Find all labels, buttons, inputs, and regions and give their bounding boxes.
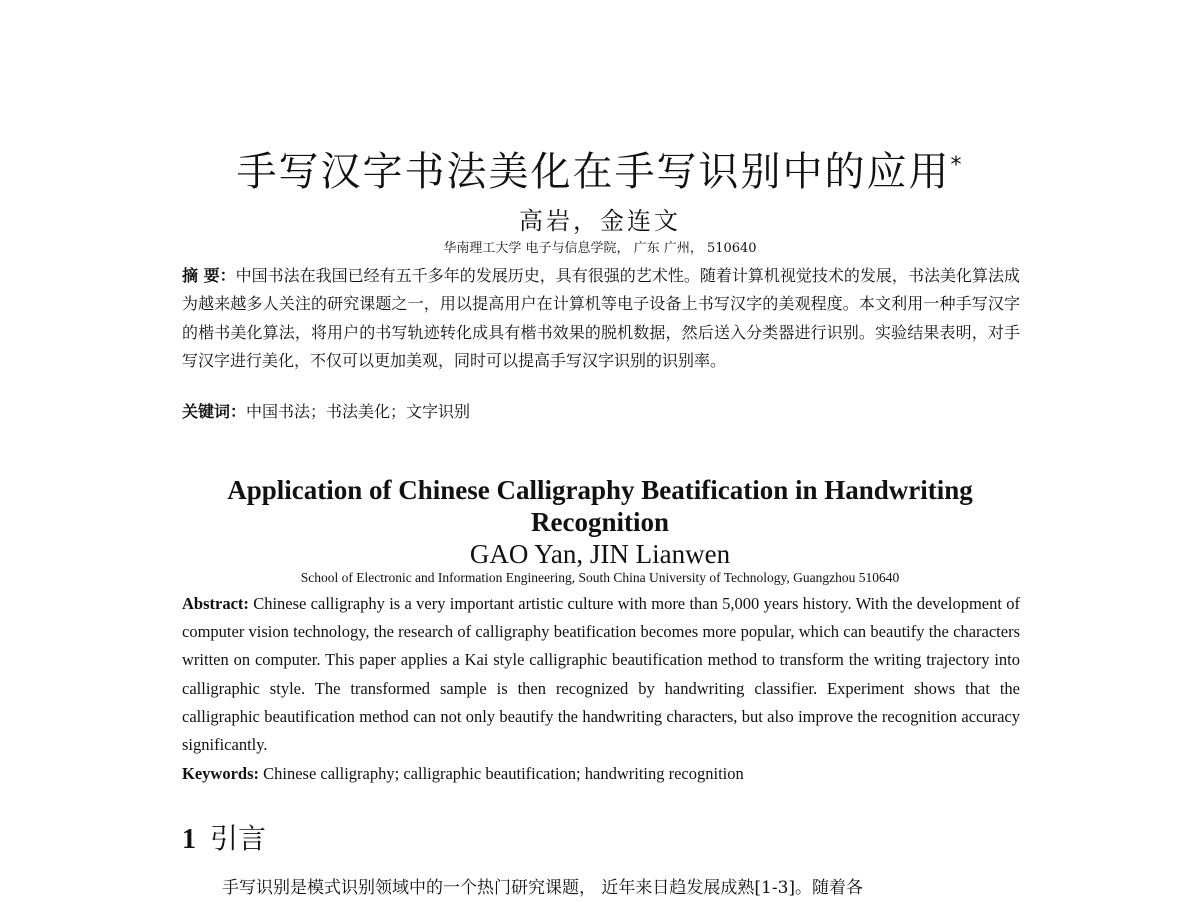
english-abstract-text: Chinese calligraphy is a very important artistic culture with more than 5,000 years history. With the development of computer vision technology, the research of calligraphy beatification becomes more popular, which can beautify the characters written on computer. This paper applies a Kai style calligraphic beautification method to transform the writing trajectory into calligraphic style. The transformed sample is then recognized by handwriting classifier. Experiment shows that the calligraphic beautification method can not only beautify the handwriting characters, but also improve the recognition accuracy significantly. [182, 594, 1021, 755]
section-heading [182, 820, 266, 859]
chinese-affiliation: 华南理工大学 电子与信息学院， 广东 广州， 510640 [443, 241, 757, 256]
english-keywords-label: Keywords: [182, 764, 259, 783]
chinese-title [0, 145, 1200, 199]
section-number: 1 [182, 824, 196, 855]
chinese-abstract-text: 中国书法在我国已经有五千多年的发展历史，具有很强的艺术性。随着计算机视觉技术的发展，书法美化算法成为越来越多人关注的研究课题之一，用以提高用户在计算机等电子设备上书写汉字的美观程度。本文利用一种手写汉字的楷书美化算法，将用户的书写轨迹转化成具有楷书效果的脱机数据，然后送入分类器进行识别。实验结果表明，对手写汉字进行美化，不仅可以更加美观，同时可以提高手写汉字识别的识别率。 [182, 266, 1020, 371]
english-keywords [182, 760, 1020, 788]
english-authors: GAO Yan, JIN Lianwen [469, 539, 731, 569]
english-title: Application of Chinese Calligraphy Beatification in Handwriting Recognition [227, 475, 973, 537]
chinese-keywords-label: 关键词： [182, 402, 247, 421]
chinese-abstract-label: 摘 要： [182, 266, 236, 285]
english-abstract [182, 590, 1020, 759]
chinese-keywords-text: 中国书法；书法美化；文字识别 [246, 402, 471, 421]
english-abstract-label: Abstract: [182, 594, 249, 613]
chinese-abstract [182, 262, 1020, 376]
chinese-keywords [182, 398, 1020, 426]
section-title: 引言 [210, 822, 267, 855]
english-affiliation: School of Electronic and Information Engineering, South China University of Technology, Guangzhou 510640 [300, 570, 900, 585]
english-keywords-text: Chinese calligraphy; calligraphic beautification; handwriting recognition [263, 764, 744, 783]
chinese-title-text: 手写汉字书法美化在手写识别中的应用 [236, 149, 951, 195]
chinese-authors: 高岩，金连文 [519, 207, 681, 235]
intro-paragraph: 手写识别是模式识别领域中的一个热门研究课题， 近年来日趋发展成熟[1-3]。随着各 [222, 878, 864, 898]
title-footnote-mark: * [950, 153, 964, 178]
